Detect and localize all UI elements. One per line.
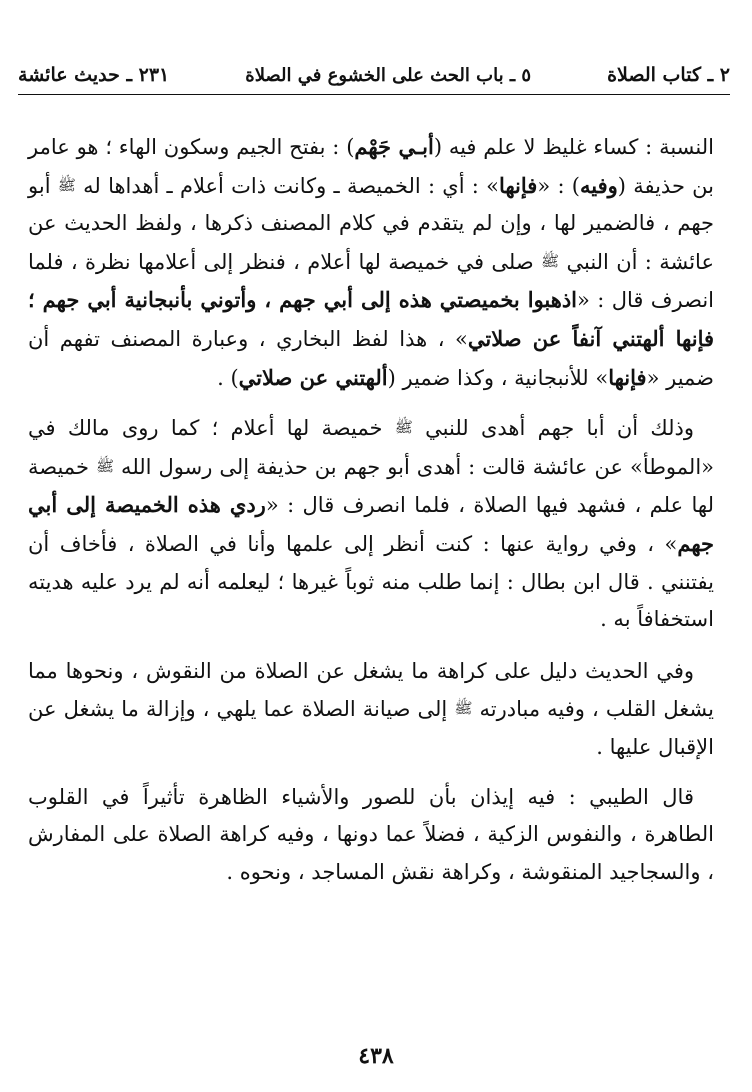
hadith-quote: ردي هذه الخميصة إلى أبي جهم xyxy=(28,492,714,556)
paragraph-3: وفي الحديث دليل على كراهة ما يشغل عن الصلاة من النقوش ، ونحوها مما يشغل القلب ، وفيه مبادرته ﷺ إلى صيانة الصلاة عما يلهي ، وإزالة ما يشغل عن الإقبال عليها . xyxy=(28,658,714,759)
running-header xyxy=(18,60,730,90)
header-divider xyxy=(18,94,730,95)
term-wa-fihi: وفيه xyxy=(579,172,618,198)
header-section: ٥ ـ باب الحث على الخشوع في الصلاة xyxy=(245,64,532,86)
salawat-symbol: ﷺ xyxy=(454,699,473,718)
page-number: ٤٣٨ xyxy=(358,1043,394,1069)
paragraph-4: قال الطيبي : فيه إيذان بأن للصور والأشياء الظاهرة تأثيراً في القلوب الطاهرة ، والنفوس الزكية ، فضلاً عما دونها ، وفيه كراهة الصلاة على المفارش ، والسجاجيد المنقوشة ، وكراهة نقش المساجد ، ونحوه . xyxy=(28,784,714,884)
salawat-symbol: ﷺ xyxy=(394,418,413,437)
paragraph-1: النسبة : كساء غليظ لا علم فيه (أبـي جَهْم) : بفتح الجيم وسكون الهاء ؛ هو عامر بن حذيفة (وفيه) : «فإنها» : أي : الخميصة ـ وكانت ذات أعلام ـ أهداها له ﷺ أبو جهم ، فالضمير لها ، وإن لم يتقدم في كلام المصنف ذكرها ، ولفظ الحديث عن عائشة : أن النبي ﷺ صلى في خميصة لها أعلام ، فنظر إلى أعلامها نظرة ، فلما انصرف قال : «اذهبوا بخميصتي هذه إلى أبي جهم ، وأتوني بأنبجانية أبي جهم ؛ فإنها ألهتني آنفاً عن صلاتي» ، هذا لفظ البخاري ، وعبارة المصنف تفهم أن ضمير «فإنها» للأنبجانية ، وكذا ضمير (ألهتني عن صلاتي) . xyxy=(28,134,715,390)
commentary-text xyxy=(28,128,714,891)
paragraph-2: وذلك أن أبا جهم أهدى للنبي ﷺ خميصة لها أعلام ؛ كما روى مالك في «الموطأ» عن عائشة قالت : أهدى أبو جهم بن حذيفة إلى رسول الله ﷺ خميصة لها علم ، فشهد فيها الصلاة ، فلما انصرف قال : «ردي هذه الخميصة إلى أبي جهم» ، وفي رواية عنها : كنت أنظر إلى علمها وأنا في الصلاة ، فأخاف أن يفتنني . قال ابن بطال : إنما طلب منه ثوباً غيرها ؛ ليعلمه أنه لم يرد عليه هديته استخفافاً به . xyxy=(28,416,714,632)
salawat-symbol: ﷺ xyxy=(95,456,115,475)
term-fa-innaha: فإنها xyxy=(498,172,538,198)
term-abi-jahm: أبـي جَهْم xyxy=(354,134,434,159)
hadith-quote: اذهبوا بخميصتي هذه إلى أبي جهم ، وأتوني بأنبجانية أبي جهم ؛ فإنها ألهتني آنفاً عن صلاتي xyxy=(28,287,715,351)
term-alhatni: ألهتني عن صلاتي xyxy=(238,364,388,390)
header-chapter: ٢ ـ كتاب الصلاة xyxy=(607,64,730,86)
term-fa-innaha: فإنها xyxy=(608,364,647,390)
salawat-symbol: ﷺ xyxy=(541,251,560,270)
header-hadith: ٢٣١ ـ حديث عائشة xyxy=(18,64,170,86)
salawat-symbol: ﷺ xyxy=(57,175,76,194)
